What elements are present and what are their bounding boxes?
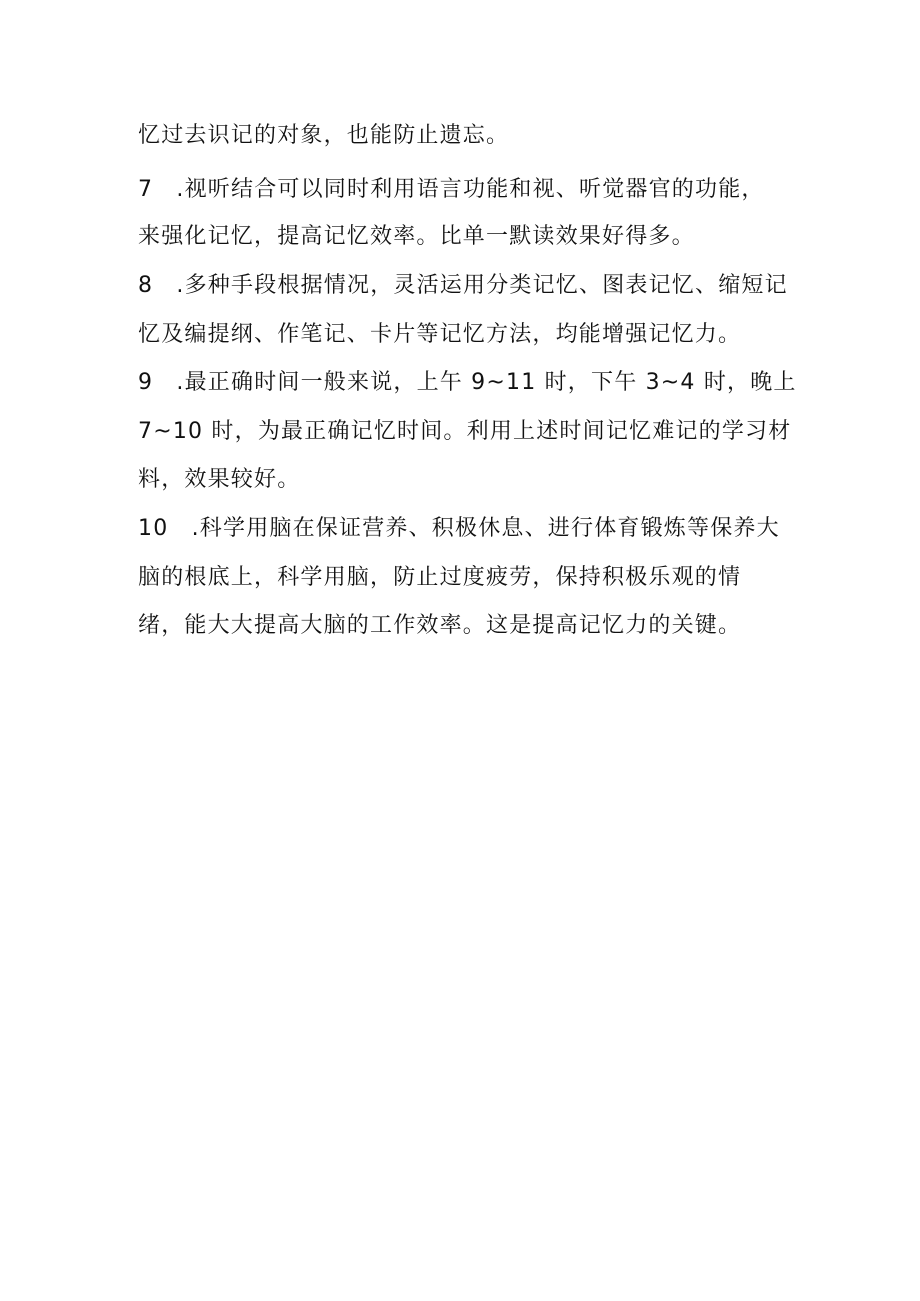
text-line: 忆过去识记的对象，也能防止遗忘。 [138,123,510,148]
text-line: 7~10 时，为最正确记忆时间。利用上述时间记忆难记的学习材 [138,419,792,444]
list-item-9: 9 .最正确时间一般来说，上午 9~11 时，下午 3~4 时，晚上 [138,370,797,395]
list-item-10: 10 .科学用脑在保证营养、积极休息、进行体育锻炼等保养大 [138,516,780,541]
text-line: 忆及编提纲、作笔记、卡片等记忆方法，均能增强记忆力。 [138,322,742,347]
text-line: 来强化记忆，提高记忆效率。比单一默读效果好得多。 [138,224,695,249]
list-item-7: 7 .视听结合可以同时利用语言功能和视、听觉器官的功能， [138,177,765,202]
text-line: 绪，能大大提高大脑的工作效率。这是提高记忆力的关键。 [138,613,742,638]
text-line: 脑的根底上，科学用脑，防止过度疲劳，保持积极乐观的情 [138,565,742,590]
text-line: 料，效果较好。 [138,467,301,492]
list-item-8: 8 .多种手段根据情况，灵活运用分类记忆、图表记忆、缩短记 [138,273,788,298]
